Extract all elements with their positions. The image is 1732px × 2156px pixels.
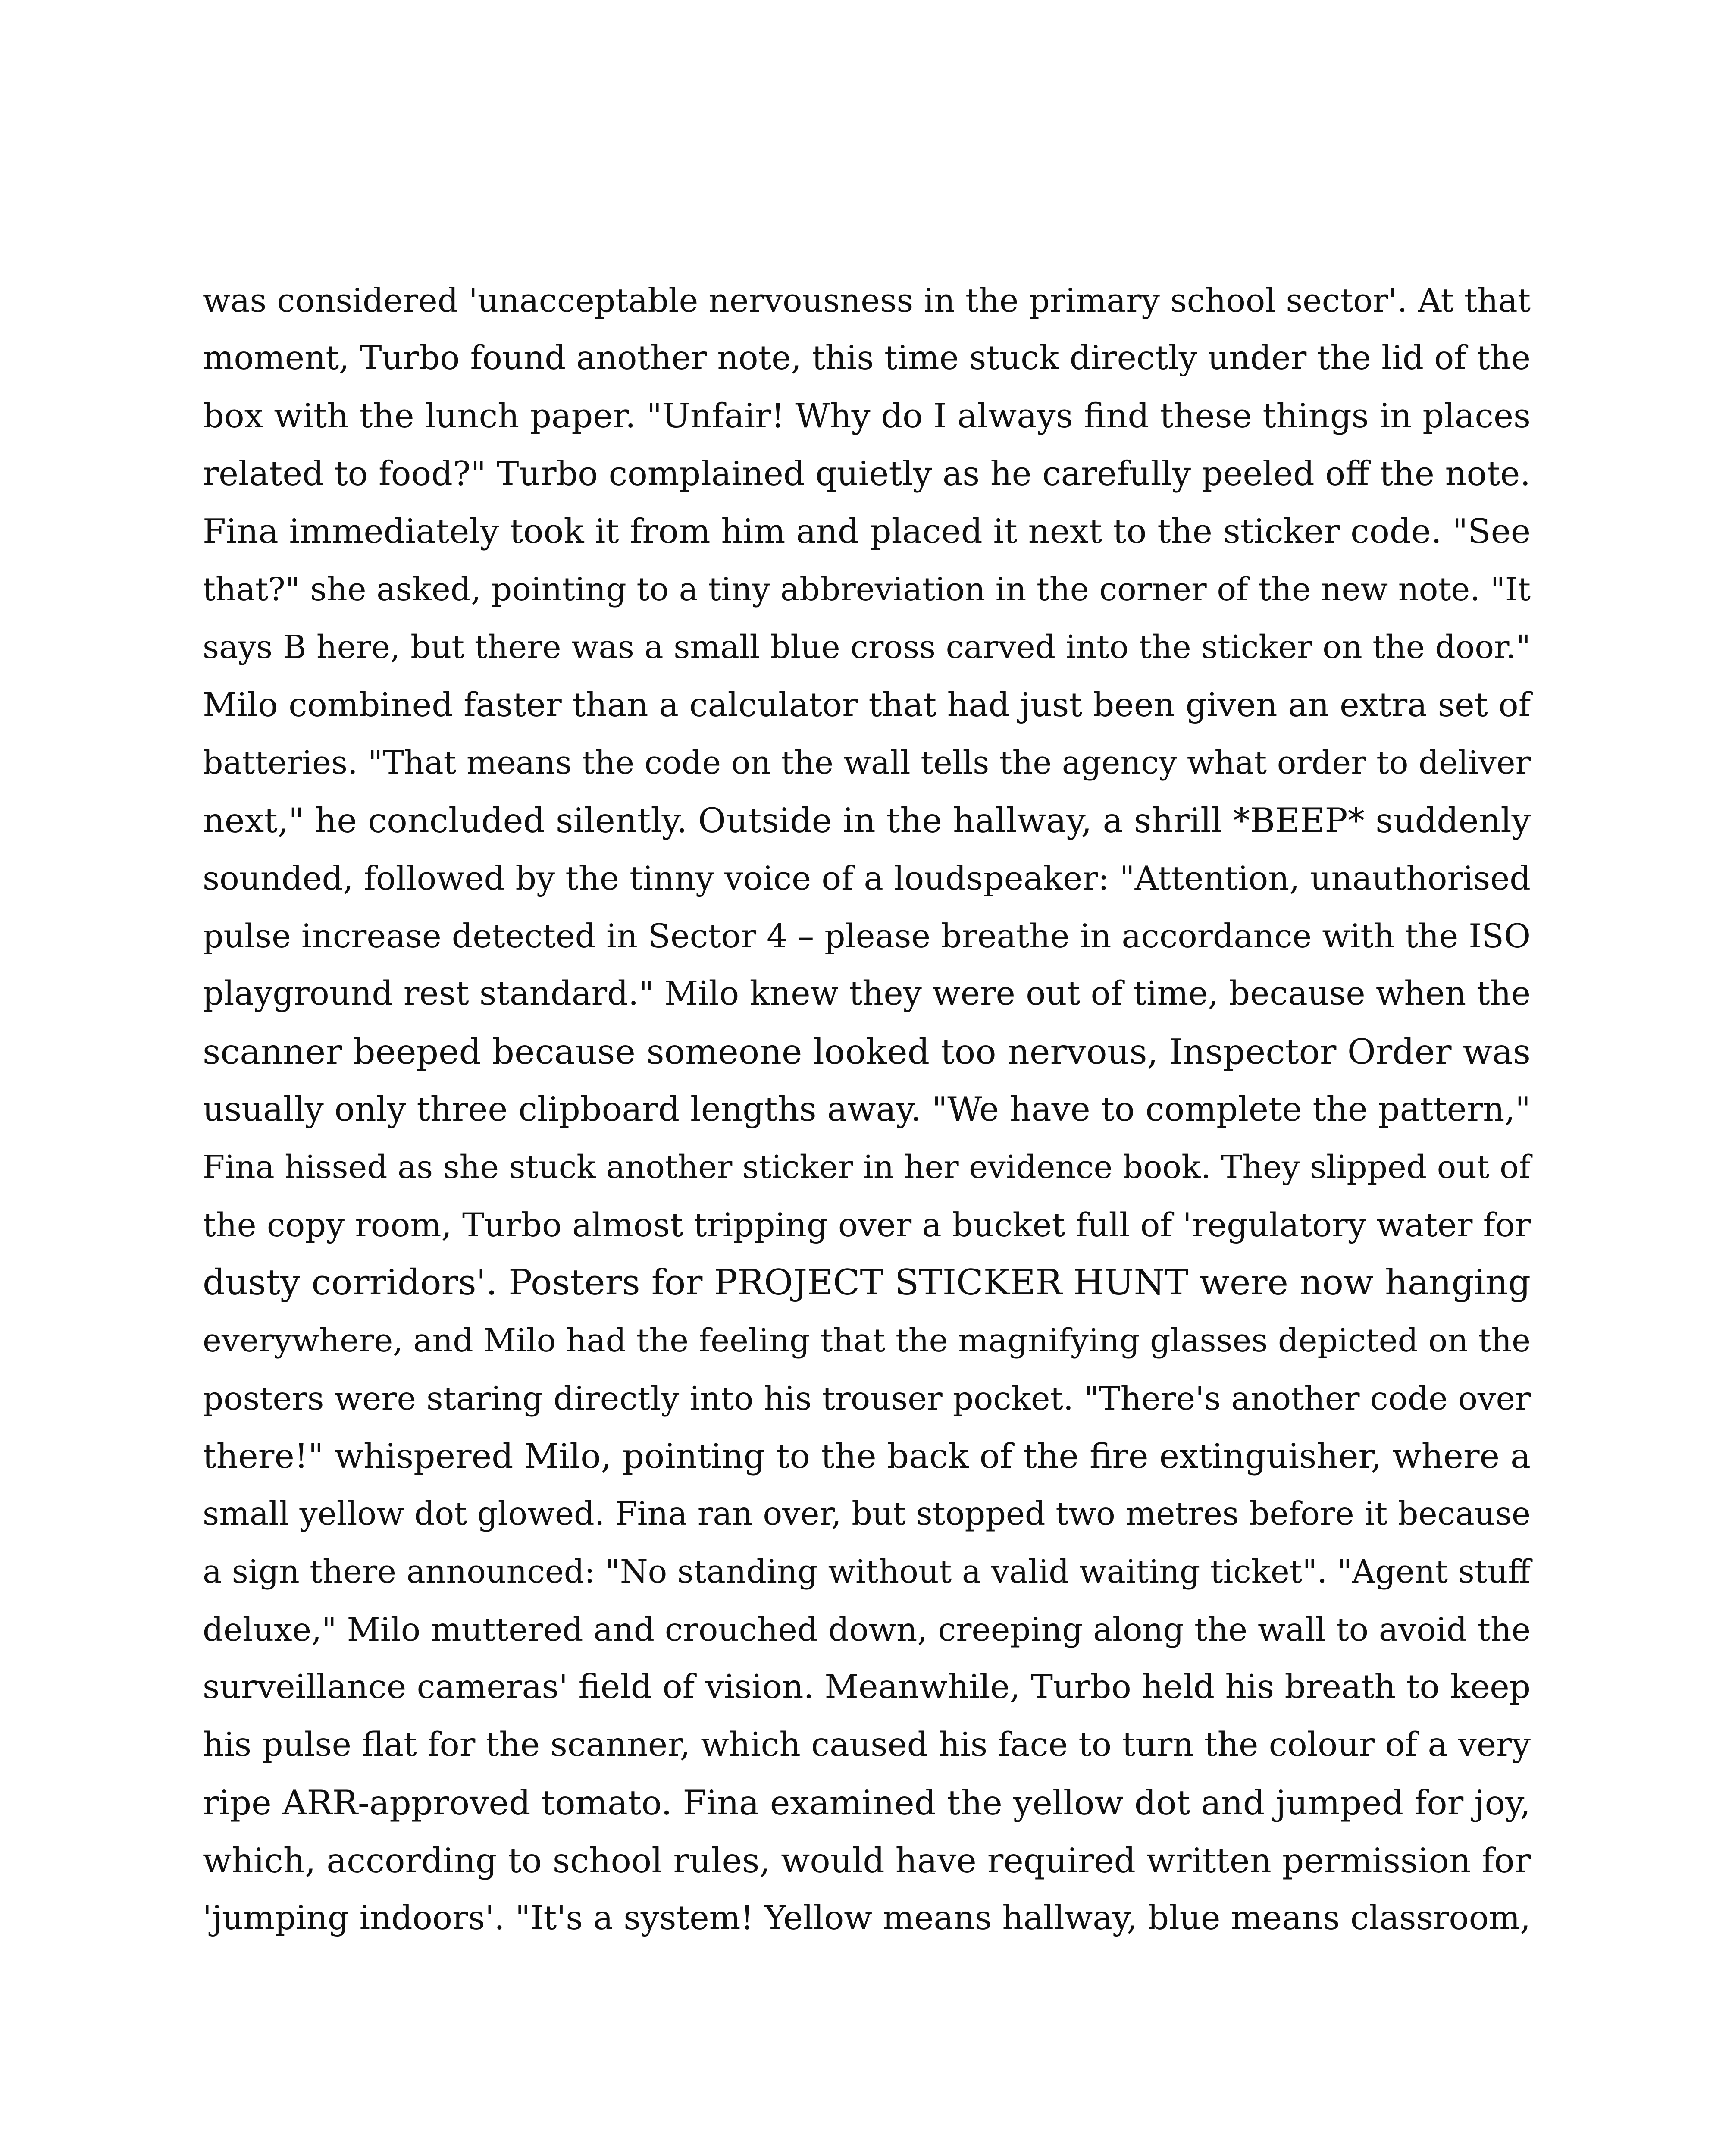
text-line: pulse increase detected in Sector 4 – please breathe in accordance with the ISO (203, 917, 1531, 955)
text-line: batteries. "That means the code on the wall tells the agency what order to deliver (203, 744, 1531, 781)
text-line: everywhere, and Milo had the feeling that the magnifying glasses depicted on the (203, 1322, 1531, 1359)
text-line: Milo combined faster than a calculator that had just been given an extra set of (203, 686, 1531, 724)
text-line: 'jumping indoors'. "It's a system! Yellow means hallway, blue means classroom, (203, 1899, 1531, 1937)
text-line: Fina hissed as she stuck another sticker in her evidence book. They slipped out of (203, 1149, 1531, 1186)
body-text (203, 272, 1531, 1947)
text-line: dusty corridors'. Posters for PROJECT STICKER HUNT were now hanging (203, 1262, 1531, 1303)
text-line: was considered 'unacceptable nervousness in the primary school sector'. At that (203, 282, 1531, 320)
text-line: next," he concluded silently. Outside in the hallway, a shrill *BEEP* suddenly (203, 801, 1531, 840)
text-line: related to food?" Turbo complained quietly as he carefully peeled off the note. (203, 454, 1531, 493)
text-line: surveillance cameras' field of vision. Meanwhile, Turbo held his breath to keep (203, 1668, 1531, 1706)
text-line: there!" whispered Milo, pointing to the back of the fire extinguisher, where a (203, 1436, 1531, 1476)
text-line: small yellow dot glowed. Fina ran over, but stopped two metres before it because (203, 1495, 1531, 1532)
text-line: Fina immediately took it from him and placed it next to the sticker code. "See (203, 512, 1531, 551)
text-line: sounded, followed by the tinny voice of a loudspeaker: "Attention, unauthorised (203, 859, 1531, 897)
text-line: that?" she asked, pointing to a tiny abbreviation in the corner of the new note. "It (203, 570, 1531, 608)
text-line: scanner beeped because someone looked too nervous, Inspector Order was (203, 1031, 1531, 1072)
text-line: usually only three clipboard lengths away. "We have to complete the pattern," (203, 1090, 1531, 1129)
text-line: ripe ARR-approved tomato. Fina examined the yellow dot and jumped for joy, (203, 1783, 1531, 1823)
text-line: posters were staring directly into his trouser pocket. "There's another code over (203, 1379, 1531, 1417)
text-line: moment, Turbo found another note, this time stuck directly under the lid of the (203, 339, 1531, 377)
text-line: his pulse flat for the scanner, which caused his face to turn the colour of a very (203, 1726, 1531, 1764)
text-line: box with the lunch paper. "Unfair! Why do I always find these things in places (203, 397, 1531, 436)
text-line: which, according to school rules, would have required written permission for (203, 1841, 1531, 1880)
text-line: says B here, but there was a small blue cross carved into the sticker on the door." (203, 629, 1531, 666)
text-line: playground rest standard." Milo knew they were out of time, because when the (203, 975, 1531, 1013)
text-line: the copy room, Turbo almost tripping over a bucket full of 'regulatory water for (203, 1206, 1531, 1244)
text-line: deluxe," Milo muttered and crouched down, creeping along the wall to avoid the (203, 1611, 1531, 1648)
text-line: a sign there announced: "No standing without a valid waiting ticket". "Agent stuff (203, 1553, 1531, 1590)
